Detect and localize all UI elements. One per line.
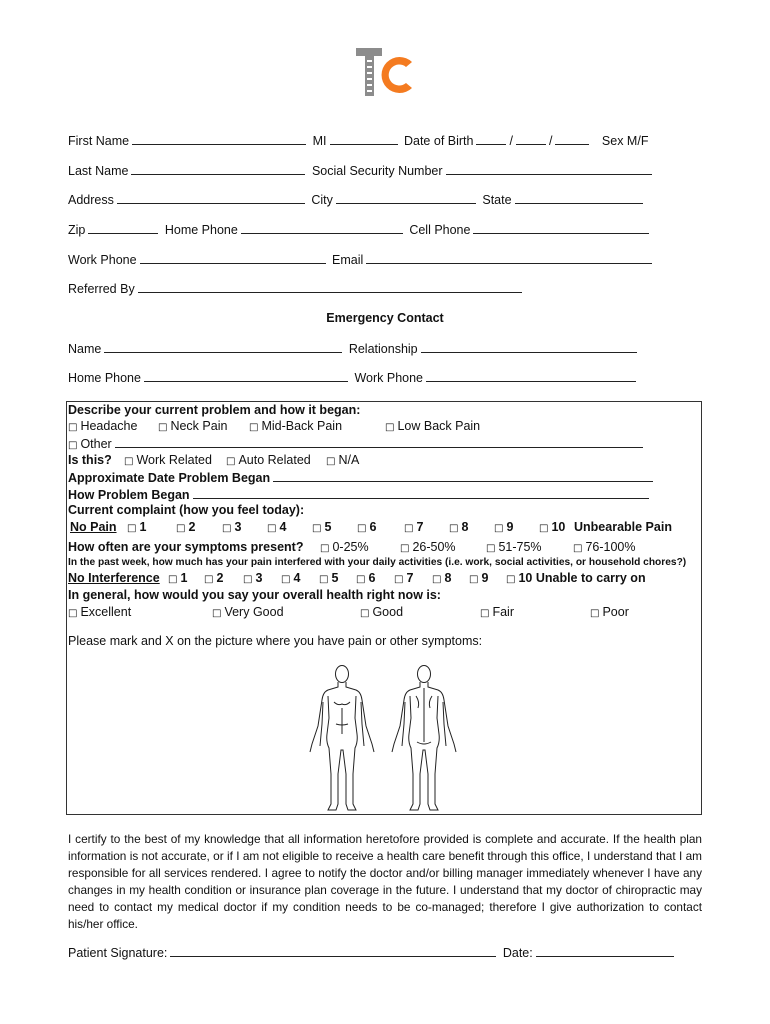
freq-label: 0-25%: [332, 540, 369, 554]
first-name-label: First Name: [68, 134, 130, 148]
pain-value: 8: [461, 520, 469, 534]
na-label: N/A: [338, 453, 360, 467]
checkbox[interactable]: □: [124, 456, 134, 467]
checkbox[interactable]: □: [281, 574, 291, 585]
interference-value: 6: [368, 571, 376, 585]
signature-date-field[interactable]: [536, 945, 674, 957]
current-complaint-heading: Current complaint (how you feel today):: [68, 503, 305, 517]
unbearable-label: Unbearable Pain: [574, 520, 672, 534]
neck-label: Neck Pain: [170, 419, 228, 433]
is-this-label: Is this?: [68, 453, 112, 467]
ec-relationship-label: Relationship: [348, 342, 418, 356]
pain-option-4[interactable]: [267, 520, 286, 536]
first-name-field[interactable]: [132, 133, 306, 145]
auto-related-option[interactable]: [226, 453, 311, 469]
email-field[interactable]: [366, 252, 652, 264]
checkbox[interactable]: □: [319, 574, 329, 585]
freq-option-26-50[interactable]: [400, 540, 456, 556]
first-name-row: [68, 133, 648, 149]
health-option-fair[interactable]: [480, 605, 514, 621]
checkbox[interactable]: □: [590, 608, 600, 619]
health-option-good[interactable]: [360, 605, 403, 621]
dob-day-field[interactable]: [516, 133, 546, 145]
interference-value: 3: [255, 571, 263, 585]
pain-option-5[interactable]: [312, 520, 331, 536]
mi-field[interactable]: [330, 133, 398, 145]
interference-option-10[interactable]: [506, 571, 646, 587]
ec-name-field[interactable]: [104, 341, 342, 353]
freq-label: 76-100%: [585, 540, 636, 554]
freq-label: 51-75%: [498, 540, 542, 554]
checkbox[interactable]: □: [506, 574, 516, 585]
dob-month-field[interactable]: [476, 133, 506, 145]
patient-signature-field[interactable]: [170, 945, 496, 957]
headache-label: Headache: [80, 419, 138, 433]
cell-phone-label: Cell Phone: [409, 223, 471, 237]
interference-value: 7: [406, 571, 414, 585]
pain-option-8[interactable]: [449, 520, 468, 536]
interference-option-6[interactable]: [356, 571, 375, 587]
checkbox[interactable]: □: [573, 543, 583, 554]
ec-work-phone-field[interactable]: [426, 370, 636, 382]
emergency-phone-row: [68, 370, 639, 386]
interference-value: 4: [293, 571, 301, 585]
freq-option-76-100[interactable]: [573, 540, 636, 556]
how-often-label: How often are your symptoms present?: [68, 540, 304, 554]
checkbox[interactable]: □: [168, 574, 178, 585]
pain-option-2[interactable]: [176, 520, 195, 536]
ec-relationship-field[interactable]: [421, 341, 637, 353]
neck-option[interactable]: [158, 419, 227, 435]
work-related-option[interactable]: [124, 453, 212, 469]
checkbox[interactable]: □: [449, 523, 459, 534]
how-began-field[interactable]: [193, 487, 649, 499]
auto-related-label: Auto Related: [238, 453, 311, 467]
state-label: State: [482, 193, 512, 207]
body-front-figure: [310, 666, 374, 811]
address-label: Address: [68, 193, 114, 207]
pain-option-10[interactable]: [539, 520, 565, 536]
checkbox[interactable]: □: [68, 608, 78, 619]
no-pain-label: No Pain: [70, 520, 117, 534]
mi-label: MI: [312, 134, 327, 148]
headache-option[interactable]: [68, 419, 137, 435]
work-related-label: Work Related: [136, 453, 212, 467]
checkbox[interactable]: □: [243, 574, 253, 585]
checkbox[interactable]: □: [432, 574, 442, 585]
checkbox[interactable]: □: [267, 523, 277, 534]
is-this-row: [68, 453, 112, 468]
health-label: Poor: [602, 605, 629, 619]
address-field[interactable]: [117, 192, 305, 204]
checkbox[interactable]: □: [486, 543, 496, 554]
health-label: Good: [372, 605, 404, 619]
last-name-label: Last Name: [68, 164, 129, 178]
approx-date-label: Approximate Date Problem Began: [68, 471, 271, 485]
zip-row: [68, 222, 652, 238]
pain-option-3[interactable]: [222, 520, 241, 536]
ec-home-phone-field[interactable]: [144, 370, 348, 382]
other-field[interactable]: [115, 436, 643, 448]
checkbox[interactable]: □: [204, 574, 214, 585]
cell-phone-field[interactable]: [473, 222, 649, 234]
checkbox[interactable]: □: [158, 422, 168, 433]
no-interference-label: No Interference: [68, 571, 160, 585]
interference-value: 9: [481, 571, 489, 585]
pain-value: 9: [506, 520, 514, 534]
checkbox[interactable]: □: [539, 523, 549, 534]
home-phone-field[interactable]: [241, 222, 403, 234]
checkbox[interactable]: □: [68, 422, 78, 433]
zip-label: Zip: [68, 223, 86, 237]
midback-option[interactable]: [249, 419, 342, 435]
interference-value: 1: [180, 571, 188, 585]
interference-option-4[interactable]: [281, 571, 300, 587]
address-row: [68, 192, 646, 208]
last-name-row: [68, 163, 655, 179]
interference-value: 8: [444, 571, 452, 585]
patient-signature-label: Patient Signature:: [68, 946, 168, 960]
last-name-field[interactable]: [131, 163, 305, 175]
interference-option-1[interactable]: [168, 571, 187, 587]
certification-text: I certify to the best of my knowledge that all information heretofore provided is complete and accurate. If the health plan information is not accurate, or if I am not eligible to receive a health care benefit through this office, I understand that I am responsible for all services rendered. I agree to notify the doctor and/or billing manager immediately whenever I have any changes in my health condition or insurance plan coverage in the future. I understand that my doctor of chiropractic may need to contact my medical doctor if my condition needs to be co-managed; therefore I give authorization to contact his/her office.: [68, 832, 702, 931]
pain-value: 7: [416, 520, 424, 534]
checkbox[interactable]: □: [326, 456, 336, 467]
na-option[interactable]: [326, 453, 359, 469]
health-label: Very Good: [224, 605, 284, 619]
interference-value: 2: [216, 571, 224, 585]
midback-label: Mid-Back Pain: [261, 419, 343, 433]
checkbox[interactable]: □: [469, 574, 479, 585]
state-field[interactable]: [515, 192, 643, 204]
emergency-heading: Emergency Contact: [326, 311, 444, 325]
pain-value: 5: [324, 520, 332, 534]
ec-home-phone-label: Home Phone: [68, 371, 141, 385]
pain-value: 4: [279, 520, 287, 534]
interference-value: 5: [331, 571, 339, 585]
dob-sep: /: [509, 134, 513, 148]
referred-row: [68, 281, 525, 297]
other-row: [68, 436, 646, 453]
pain-option-7[interactable]: [404, 520, 423, 536]
health-label: Excellent: [80, 605, 132, 619]
interference-option-9[interactable]: [469, 571, 488, 587]
checkbox[interactable]: □: [357, 523, 367, 534]
mark-x-instruction: Please mark and X on the picture where you have pain or other symptoms:: [68, 634, 483, 648]
pain-value: 3: [234, 520, 242, 534]
checkbox[interactable]: □: [249, 422, 259, 433]
body-back-figure: [392, 666, 456, 811]
checkbox[interactable]: □: [360, 608, 370, 619]
pain-option-9[interactable]: [494, 520, 513, 536]
emergency-name-row: [68, 341, 640, 357]
lowback-label: Low Back Pain: [397, 419, 481, 433]
health-option-poor[interactable]: [590, 605, 629, 621]
how-began-label: How Problem Began: [68, 488, 190, 502]
pain-option-6[interactable]: [357, 520, 376, 536]
referred-by-field[interactable]: [138, 281, 522, 293]
pain-value: 2: [188, 520, 196, 534]
city-field[interactable]: [336, 192, 476, 204]
pain-value: 10: [551, 520, 566, 534]
pain-value: 6: [369, 520, 377, 534]
interference-option-7[interactable]: [394, 571, 413, 587]
health-option-very-good[interactable]: [212, 605, 284, 621]
body-diagram[interactable]: [298, 662, 468, 814]
ssn-field[interactable]: [446, 163, 652, 175]
checkbox[interactable]: □: [226, 456, 236, 467]
overall-health-question: In general, how would you say your overall health right now is:: [68, 588, 441, 602]
approx-date-field[interactable]: [273, 470, 653, 482]
interference-option-2[interactable]: [204, 571, 223, 587]
lowback-option[interactable]: [385, 419, 480, 435]
checkbox[interactable]: □: [222, 523, 232, 534]
ec-name-label: Name: [68, 342, 102, 356]
freq-option-0-25[interactable]: [320, 540, 369, 556]
city-label: City: [311, 193, 333, 207]
how-began-row: [68, 487, 652, 503]
health-option-excellent[interactable]: [68, 605, 131, 621]
freq-option-51-75[interactable]: [486, 540, 542, 556]
interference-option-8[interactable]: [432, 571, 451, 587]
checkbox[interactable]: □: [68, 440, 78, 451]
dob-year-field[interactable]: [555, 133, 589, 145]
health-label: Fair: [492, 605, 514, 619]
describe-heading: Describe your current problem and how it began:: [68, 403, 361, 417]
referred-by-label: Referred By: [68, 282, 135, 296]
freq-label: 26-50%: [412, 540, 456, 554]
checkbox[interactable]: □: [312, 523, 322, 534]
work-phone-row: [68, 252, 655, 268]
email-label: Email: [332, 253, 364, 267]
pain-option-1[interactable]: [127, 520, 146, 536]
past-week-question: In the past week, how much has your pain interfered with your daily activities (i.e. work, social activities, or household chores?): [68, 557, 687, 568]
interference-option-3[interactable]: [243, 571, 262, 587]
checkbox[interactable]: □: [394, 574, 404, 585]
pain-value: 1: [139, 520, 147, 534]
approx-date-row: [68, 470, 656, 486]
dob-label: Date of Birth: [403, 134, 474, 148]
checkbox[interactable]: □: [494, 523, 504, 534]
interference-value: 10 Unable to carry on: [518, 571, 646, 585]
checkbox[interactable]: □: [320, 543, 330, 554]
date-label: Date:: [502, 946, 533, 960]
work-phone-label: Work Phone: [68, 253, 137, 267]
checkbox[interactable]: □: [127, 523, 137, 534]
home-phone-label: Home Phone: [164, 223, 238, 237]
dob-sep: /: [548, 134, 553, 148]
ec-work-phone-label: Work Phone: [354, 371, 424, 385]
zip-field[interactable]: [88, 222, 158, 234]
checkbox[interactable]: □: [212, 608, 222, 619]
tc-logo: [354, 44, 416, 100]
checkbox[interactable]: □: [404, 523, 414, 534]
signature-row: [68, 945, 677, 961]
checkbox[interactable]: □: [356, 574, 366, 585]
checkbox[interactable]: □: [176, 523, 186, 534]
sex-label[interactable]: Sex M/F: [601, 134, 649, 148]
work-phone-field[interactable]: [140, 252, 326, 264]
interference-option-5[interactable]: [319, 571, 338, 587]
checkbox[interactable]: □: [385, 422, 395, 433]
other-label: Other: [80, 437, 112, 451]
checkbox[interactable]: □: [480, 608, 490, 619]
checkbox[interactable]: □: [400, 543, 410, 554]
ssn-label: Social Security Number: [311, 164, 443, 178]
